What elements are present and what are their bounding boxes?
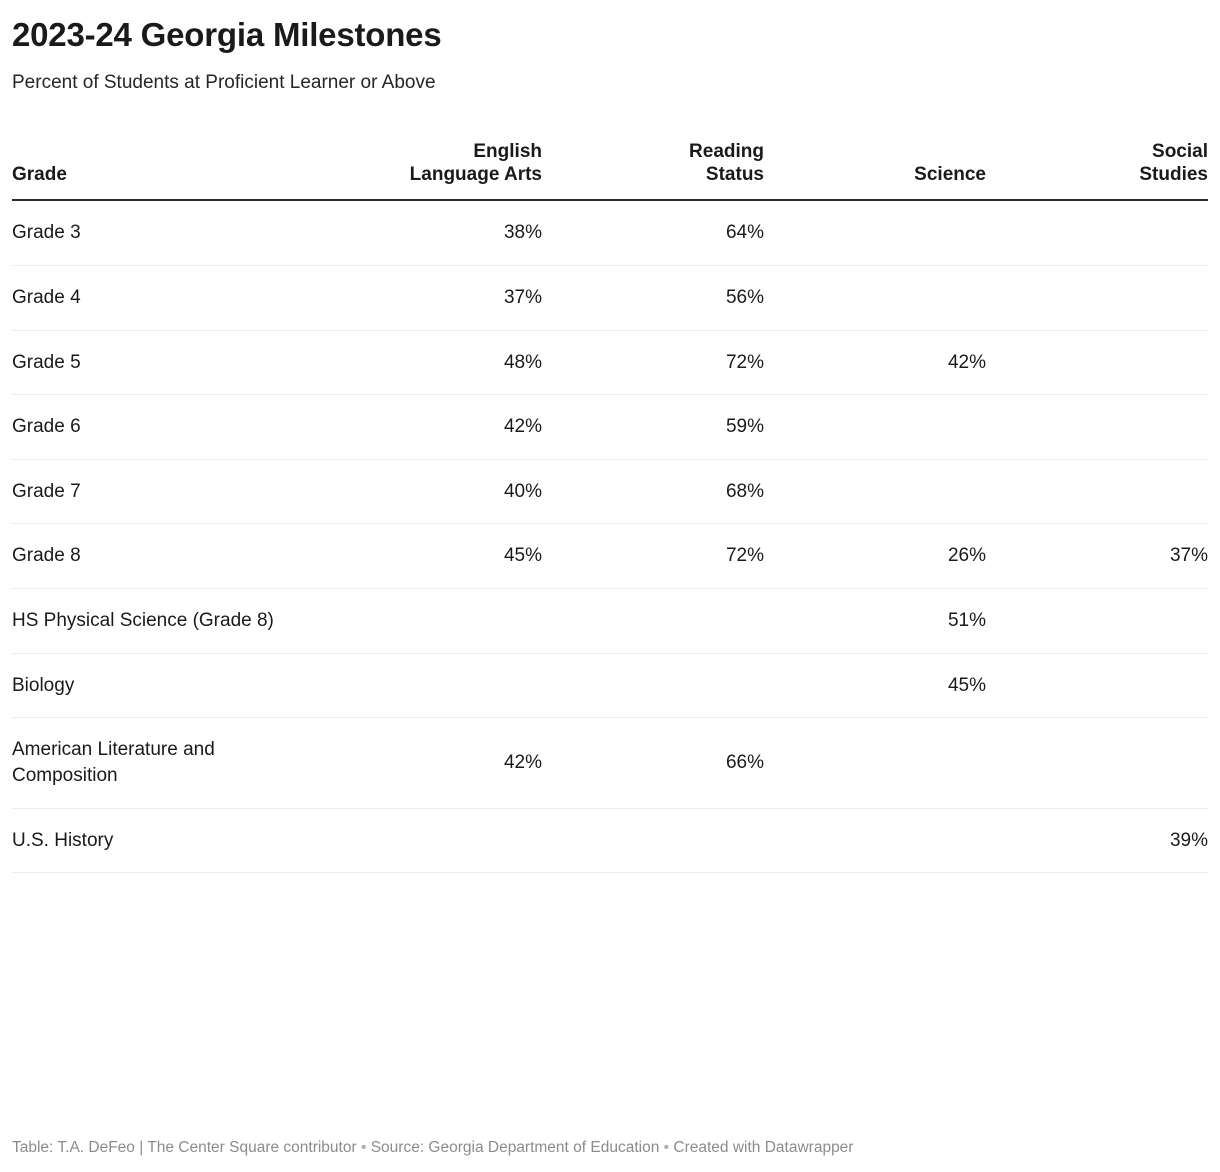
column-header-ela-line1: English (473, 140, 542, 162)
footer-created-with: Created with Datawrapper (673, 1138, 854, 1156)
table-header (12, 140, 1208, 200)
cell-ela: 42% (312, 395, 542, 460)
table-row (12, 265, 1208, 330)
table-body (12, 200, 1208, 873)
cell-social (986, 718, 1208, 808)
cell-grade: Grade 6 (12, 395, 312, 460)
cell-social: 39% (986, 808, 1208, 873)
cell-grade: Grade 7 (12, 459, 312, 524)
cell-science: 42% (764, 330, 986, 395)
cell-ela (312, 653, 542, 718)
cell-grade: Grade 3 (12, 200, 312, 265)
cell-science: 45% (764, 653, 986, 718)
cell-reading (542, 589, 764, 654)
cell-social (986, 589, 1208, 654)
cell-science: 51% (764, 589, 986, 654)
column-header-social-line1: Social (1152, 140, 1208, 162)
column-header-grade (12, 140, 312, 200)
cell-ela: 45% (312, 524, 542, 589)
cell-reading: 68% (542, 459, 764, 524)
cell-grade: HS Physical Science (Grade 8) (12, 589, 312, 654)
table-row (12, 808, 1208, 873)
page-title: 2023-24 Georgia Milestones (12, 16, 442, 53)
cell-science (764, 808, 986, 873)
footer-source: Source: Georgia Department of Education (370, 1138, 660, 1156)
cell-social: 37% (986, 524, 1208, 589)
footer-table-credit: Table: T.A. DeFeo | The Center Square contributor (12, 1138, 357, 1156)
cell-ela: 40% (312, 459, 542, 524)
cell-social (986, 459, 1208, 524)
cell-science: 26% (764, 524, 986, 589)
column-header-social-studies (986, 140, 1208, 200)
cell-ela: 38% (312, 200, 542, 265)
cell-science (764, 265, 986, 330)
column-header-reading-line2: Status (705, 164, 764, 186)
cell-reading: 64% (542, 200, 764, 265)
table-row (12, 200, 1208, 265)
cell-social (986, 395, 1208, 460)
column-header-social-line2: Studies (1139, 164, 1208, 186)
cell-science (764, 718, 986, 808)
cell-social (986, 653, 1208, 718)
table-header-row (12, 140, 1208, 200)
column-header-ela-line2: Language Arts (409, 164, 542, 186)
cell-reading: 72% (542, 524, 764, 589)
column-header-science-line2: Science (914, 164, 986, 186)
cell-reading: 66% (542, 718, 764, 808)
cell-ela (312, 589, 542, 654)
column-header-english-language-arts (312, 140, 542, 200)
cell-grade: Grade 4 (12, 265, 312, 330)
column-header-reading-status (542, 140, 764, 200)
cell-reading (542, 653, 764, 718)
cell-social (986, 330, 1208, 395)
table-row (12, 589, 1208, 654)
table-row (12, 395, 1208, 460)
cell-ela (312, 808, 542, 873)
cell-science (764, 459, 986, 524)
cell-reading (542, 808, 764, 873)
cell-grade: Biology (12, 653, 312, 718)
cell-science (764, 395, 986, 460)
column-header-science (764, 140, 986, 200)
cell-science (764, 200, 986, 265)
cell-ela: 48% (312, 330, 542, 395)
table-row (12, 718, 1208, 808)
cell-social (986, 200, 1208, 265)
cell-ela: 42% (312, 718, 542, 808)
table-row (12, 653, 1208, 718)
page-subtitle: Percent of Students at Proficient Learner or Above (12, 72, 436, 94)
milestones-table (12, 140, 1208, 873)
cell-ela: 37% (312, 265, 542, 330)
cell-grade: U.S. History (12, 808, 312, 873)
cell-reading: 59% (542, 395, 764, 460)
table-row (12, 524, 1208, 589)
cell-reading: 56% (542, 265, 764, 330)
cell-grade: American Literature and Composition (12, 718, 312, 808)
table-row (12, 330, 1208, 395)
column-header-reading-line1: Reading (689, 140, 764, 162)
table-row (12, 459, 1208, 524)
chart-footer (12, 1138, 853, 1158)
cell-grade: Grade 5 (12, 330, 312, 395)
cell-grade: Grade 8 (12, 524, 312, 589)
cell-reading: 72% (542, 330, 764, 395)
footer-separator: • (663, 1138, 670, 1156)
footer-separator: • (360, 1138, 367, 1156)
column-header-grade-line2: Grade (12, 164, 67, 186)
cell-social (986, 265, 1208, 330)
